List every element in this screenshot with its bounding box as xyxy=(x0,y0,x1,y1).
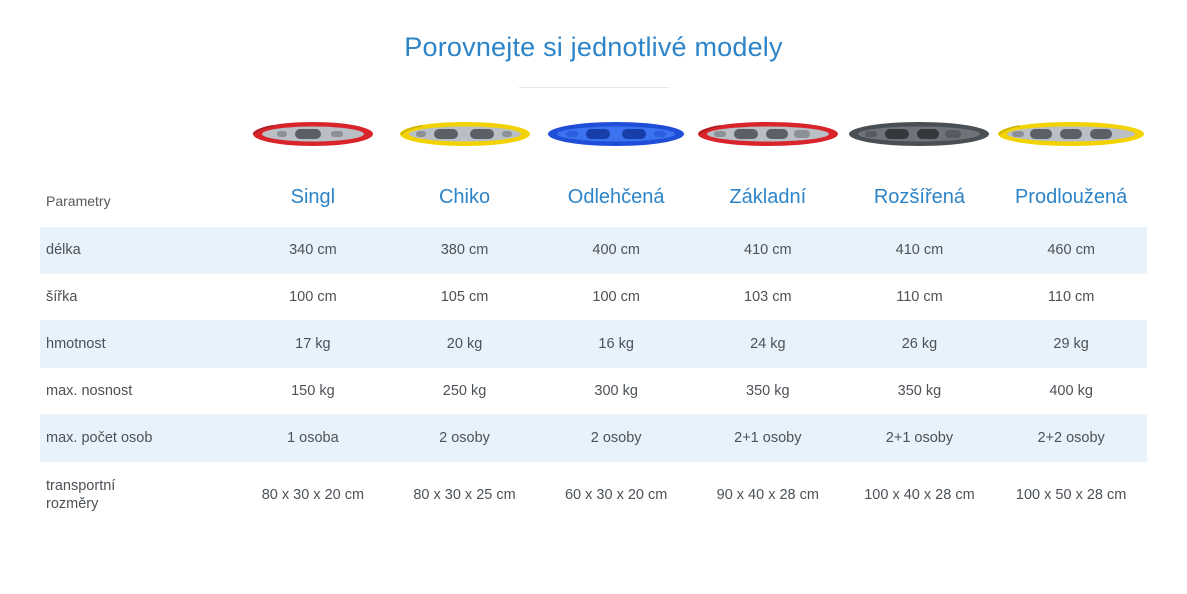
table-row xyxy=(40,462,1147,529)
row-label-delka: délka xyxy=(40,227,237,274)
cell-sirka-chiko: 105 cm xyxy=(389,274,541,321)
cell-rozmery-prodlouzena: 100 x 50 x 28 cm xyxy=(1015,487,1127,504)
cell-hmotnost-zakladni: 24 kg xyxy=(692,321,844,368)
kayak-cell-0 xyxy=(237,98,389,170)
cell-rozmery-zakladni: 90 x 40 x 28 cm xyxy=(716,487,819,504)
cell-osob-prodlouzena: 2+2 osoby xyxy=(995,415,1147,462)
cell-nosnost-rozsirena: 350 kg xyxy=(844,368,996,415)
page-title: Porovnejte si jednotlivé modely xyxy=(404,32,783,62)
table-body xyxy=(40,227,1147,528)
kayak-cell-3 xyxy=(692,98,844,170)
kayak-cell-4 xyxy=(844,98,996,170)
cell-osob-chiko: 2 osoby xyxy=(389,415,541,462)
table-header-row xyxy=(40,170,1147,227)
row-label-line1: transportní xyxy=(46,478,116,494)
cell-delka-odlehcena: 400 cm xyxy=(540,227,692,274)
cell-osob-rozsirena: 2+1 osoby xyxy=(844,415,996,462)
cell-sirka-odlehcena: 100 cm xyxy=(540,274,692,321)
cell-hmotnost-rozsirena: 26 kg xyxy=(844,321,996,368)
kayak-rozsirena-icon xyxy=(847,113,991,155)
kayak-chiko-icon xyxy=(398,113,532,155)
cell-osob-odlehcena: 2 osoby xyxy=(540,415,692,462)
cell-rozmery-rozsirena: 100 x 40 x 28 cm xyxy=(864,487,975,504)
cell-rozmery-singl: 80 x 30 x 20 cm xyxy=(261,487,365,504)
kayak-cell-2 xyxy=(540,98,692,170)
cell-sirka-zakladni: 103 cm xyxy=(692,274,844,321)
cell-hmotnost-odlehcena: 16 kg xyxy=(540,321,692,368)
row-label-line2: rozměry xyxy=(46,496,99,513)
model-header-zakladni: Základní xyxy=(729,186,807,208)
kayak-odlehcena-icon xyxy=(546,113,686,155)
model-header-prodlouzena: Prodloužená xyxy=(1014,186,1128,208)
cell-hmotnost-prodlouzena: 29 kg xyxy=(995,321,1147,368)
model-header-chiko: Chiko xyxy=(438,186,491,208)
row-label-max-pocet-osob: max. počet osob xyxy=(40,415,237,462)
cell-delka-rozsirena: 410 cm xyxy=(844,227,996,274)
title-divider xyxy=(519,87,669,88)
table-row xyxy=(40,227,1147,274)
cell-osob-singl: 1 osoba xyxy=(237,415,389,462)
kayak-zakladni-icon xyxy=(696,113,840,155)
cell-delka-prodlouzena: 460 cm xyxy=(995,227,1147,274)
kayak-image-row xyxy=(40,98,1147,170)
kayak-singl-icon xyxy=(251,113,375,155)
cell-rozmery-odlehcena: 60 x 30 x 20 cm xyxy=(564,487,668,504)
model-header-singl: Singl xyxy=(290,186,336,208)
cell-sirka-prodlouzena: 110 cm xyxy=(995,274,1147,321)
cell-nosnost-odlehcena: 300 kg xyxy=(540,368,692,415)
cell-delka-singl: 340 cm xyxy=(237,227,389,274)
cell-nosnost-prodlouzena: 400 kg xyxy=(995,368,1147,415)
cell-nosnost-singl: 150 kg xyxy=(237,368,389,415)
table-row xyxy=(40,368,1147,415)
cell-delka-zakladni: 410 cm xyxy=(692,227,844,274)
cell-nosnost-chiko: 250 kg xyxy=(389,368,541,415)
table-row xyxy=(40,415,1147,462)
table-row xyxy=(40,321,1147,368)
parameters-header: Parametry xyxy=(46,193,111,209)
cell-hmotnost-singl: 17 kg xyxy=(237,321,389,368)
model-header-odlehcena: Odlehčená xyxy=(567,186,665,208)
model-comparison-table xyxy=(40,98,1147,528)
kayak-prodlouzena-icon xyxy=(996,113,1146,155)
kayak-cell-5 xyxy=(995,98,1147,170)
kayak-row-spacer xyxy=(40,98,237,170)
cell-nosnost-zakladni: 350 kg xyxy=(692,368,844,415)
table-row xyxy=(40,274,1147,321)
cell-sirka-rozsirena: 110 cm xyxy=(844,274,996,321)
cell-sirka-singl: 100 cm xyxy=(237,274,389,321)
cell-delka-chiko: 380 cm xyxy=(389,227,541,274)
row-label-max-nosnost: max. nosnost xyxy=(40,368,237,415)
cell-osob-zakladni: 2+1 osoby xyxy=(692,415,844,462)
kayak-cell-1 xyxy=(389,98,541,170)
cell-hmotnost-chiko: 20 kg xyxy=(389,321,541,368)
model-header-rozsirena: Rozšířená xyxy=(873,186,966,208)
row-label-sirka: šířka xyxy=(40,274,237,321)
row-label-transportni-rozmery xyxy=(40,462,237,529)
cell-rozmery-chiko: 80 x 30 x 25 cm xyxy=(413,487,516,504)
row-label-hmotnost: hmotnost xyxy=(40,321,237,368)
